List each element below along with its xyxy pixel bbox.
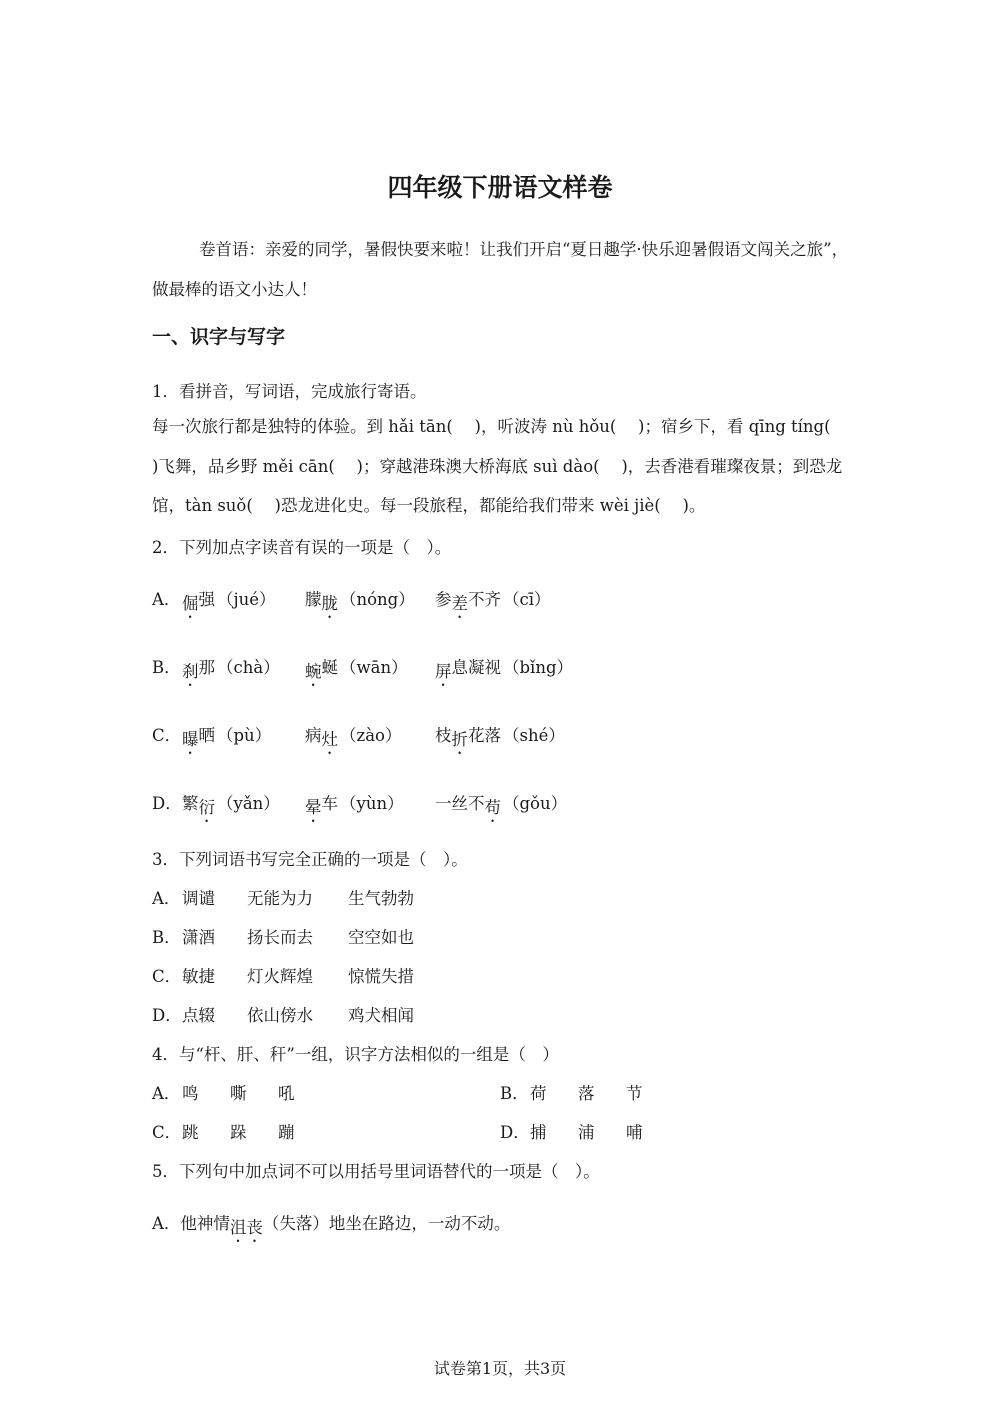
option-letter: A． xyxy=(152,590,181,609)
option-letter: B． xyxy=(500,1084,529,1103)
q2-option-item xyxy=(305,722,401,754)
pinyin: （chà） xyxy=(217,658,280,677)
option-letter: C． xyxy=(152,1123,182,1142)
q3-option-row xyxy=(152,924,414,948)
option-letter: A． xyxy=(152,1084,181,1103)
q3-word: 扬长而去 xyxy=(247,928,313,947)
q4-character: 捕 xyxy=(530,1123,547,1142)
q1-passage: 每一次旅行都是独特的体验。到 hǎi tān( )，听波涛 nù hǒu( )；宿乡下，看 qīng tíng( )飞舞，品乡野 měi cān( )；穿越港珠澳大桥海底 suì dào( )，去香港看璀璨夜景；到恐龙馆，tàn suǒ( )恐龙进化史。每一段旅程，都能给我们带来 wèi jiè( )。 xyxy=(152,417,853,515)
q4-character: 荷 xyxy=(530,1084,547,1103)
dotted-char: 苟 xyxy=(484,798,501,817)
q2-option-item xyxy=(182,654,280,686)
dotted-char: 折 xyxy=(451,730,468,749)
q2-option-row xyxy=(152,586,551,613)
option-letter: A． xyxy=(152,889,181,908)
word-part: 参 xyxy=(435,590,452,609)
q3-word: 敏捷 xyxy=(182,967,215,986)
pinyin: （wān） xyxy=(340,658,408,677)
pinyin: （shé） xyxy=(503,726,565,745)
q2-option-item xyxy=(182,790,280,822)
q4-character: 跺 xyxy=(230,1123,247,1142)
dotted-char: 蜿 xyxy=(305,662,322,681)
option-text: （失落）地坐在路边，一动不动。 xyxy=(262,1214,511,1233)
q2-option-item xyxy=(305,586,415,618)
q2-option-item xyxy=(305,790,404,822)
q2-option-item xyxy=(435,722,565,754)
q3-word: 无能为力 xyxy=(247,889,313,908)
section-heading-1: 一、识字与写字 xyxy=(152,326,286,348)
dotted-char: 曝 xyxy=(182,730,199,749)
q4-option xyxy=(500,1080,750,1104)
word-part: 那 xyxy=(198,658,215,677)
q4-character: 哺 xyxy=(626,1123,643,1142)
preface-paragraph: 卷首语：亲爱的同学，暑假快要来啦！让我们开启“夏日趣学·快乐迎暑假语文闯关之旅”，做最棒的语文小达人！ xyxy=(152,240,849,299)
q4-character: 吼 xyxy=(278,1084,295,1103)
q4-option xyxy=(152,1080,402,1104)
q3-option-row xyxy=(152,963,414,987)
option-letter: C． xyxy=(152,967,182,986)
pinyin: （yǎn） xyxy=(217,794,280,813)
option-letter: D． xyxy=(152,1006,182,1025)
q4-character: 落 xyxy=(578,1084,595,1103)
q3-word: 调谴 xyxy=(182,889,215,908)
q2-stem: 2．下列加点字读音有误的一项是（ ）。 xyxy=(152,538,452,557)
q4-stem: 4．与“杆、肝、秆”一组，识字方法相似的一组是（ ） xyxy=(152,1045,559,1064)
word-part: 晒 xyxy=(198,726,215,745)
q3-word: 依山傍水 xyxy=(247,1006,313,1025)
word-part: 一丝不 xyxy=(435,794,485,813)
q3-word: 灯火辉煌 xyxy=(247,967,313,986)
word-part: 息凝视 xyxy=(451,658,501,677)
q2-option-row xyxy=(152,722,565,749)
pinyin: （nóng） xyxy=(340,590,415,609)
option-text: 他神情 xyxy=(180,1214,230,1233)
q4-character: 跳 xyxy=(182,1123,199,1142)
q3-stem: 3．下列词语书写完全正确的一项是（ ）。 xyxy=(152,850,468,869)
q5-option-a xyxy=(152,1210,510,1242)
word-part: 枝 xyxy=(435,726,452,745)
q2-option-item xyxy=(182,586,276,618)
q3-word: 空空如也 xyxy=(348,928,414,947)
option-letter: D． xyxy=(152,794,182,813)
word-part: 花落 xyxy=(468,726,501,745)
dotted-char: 灶 xyxy=(321,730,338,749)
option-letter: B． xyxy=(152,928,181,947)
q3-word: 惊慌失措 xyxy=(348,967,414,986)
q2-option-item xyxy=(435,586,551,618)
q1-stem: 1．看拼音，写词语，完成旅行寄语。 xyxy=(152,382,427,401)
word-part: 病 xyxy=(305,726,322,745)
word-part: 朦 xyxy=(305,590,322,609)
q2-option-row xyxy=(152,654,574,681)
q4-option xyxy=(500,1119,750,1143)
dotted-char: 倔 xyxy=(182,594,199,613)
q3-word: 点辍 xyxy=(182,1006,215,1025)
dotted-char: 衍 xyxy=(198,798,215,817)
page-footer: 试卷第1页，共3页 xyxy=(433,1359,567,1378)
pinyin: （zào） xyxy=(340,726,402,745)
pinyin: （gǒu） xyxy=(503,794,568,813)
word-part: 繁 xyxy=(182,794,199,813)
option-letter: D． xyxy=(500,1123,530,1142)
q4-option xyxy=(152,1119,402,1143)
dotted-char: 差 xyxy=(451,594,468,613)
q4-character: 鸣 xyxy=(182,1084,199,1103)
q2-option-item xyxy=(182,722,271,754)
pinyin: （jué） xyxy=(217,590,276,609)
word-part: 不齐 xyxy=(468,590,501,609)
q3-option-row xyxy=(152,885,414,909)
q4-character: 嘶 xyxy=(230,1084,247,1103)
word-part: 车 xyxy=(321,794,338,813)
q5-stem: 5．下列句中加点词不可以用括号里词语替代的一项是（ ）。 xyxy=(152,1162,600,1181)
pinyin: （bǐng） xyxy=(503,658,574,677)
word-part: 强 xyxy=(198,590,215,609)
q2-option-item xyxy=(305,654,408,686)
dotted-char: 刹 xyxy=(182,662,199,681)
q2-option-item xyxy=(435,790,567,822)
option-letter: A． xyxy=(152,1214,181,1233)
q4-character: 蹦 xyxy=(278,1123,295,1142)
pinyin: （cī） xyxy=(503,590,551,609)
dotted-char: 晕 xyxy=(305,798,322,817)
pinyin: （pù） xyxy=(217,726,272,745)
word-part: 蜒 xyxy=(321,658,338,677)
option-letter: C． xyxy=(152,726,182,745)
dotted-word: 沮丧 xyxy=(229,1218,263,1237)
q4-character: 节 xyxy=(626,1084,643,1103)
q2-option-item xyxy=(435,654,573,686)
q4-character: 浦 xyxy=(578,1123,595,1142)
dotted-char: 胧 xyxy=(321,594,338,613)
q3-option-row xyxy=(152,1002,414,1026)
pinyin: （yùn） xyxy=(340,794,404,813)
q3-word: 潇酒 xyxy=(182,928,215,947)
page-title: 四年级下册语文样卷 xyxy=(387,173,613,202)
option-letter: B． xyxy=(152,658,181,677)
q3-word: 鸡犬相闻 xyxy=(348,1006,414,1025)
q2-option-row xyxy=(152,790,568,817)
dotted-char: 屏 xyxy=(435,662,452,681)
q3-word: 生气勃勃 xyxy=(348,889,414,908)
